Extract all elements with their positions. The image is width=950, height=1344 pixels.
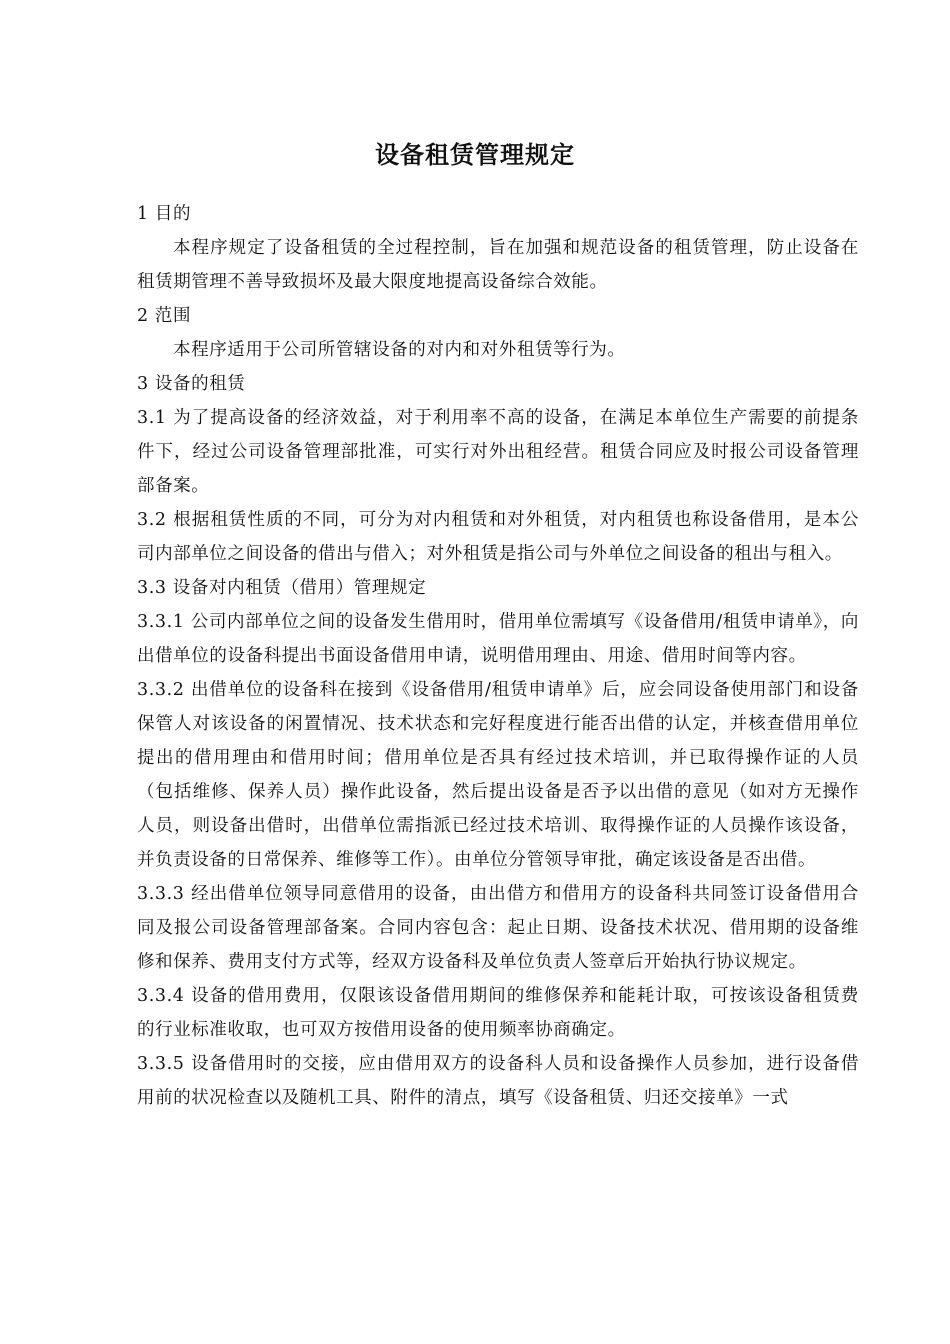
paragraph-3-3-1: 3.3.1 公司内部单位之间的设备发生借用时，借用单位需填写《设备借用/租赁申请单》，向出借单位的设备科提出书面设备借用申请，说明借用理由、用途、借用时间等内容。	[137, 612, 859, 666]
section-heading-purpose: 1 目的	[137, 204, 192, 224]
paragraph-3-3-3: 3.3.3 经出借单位领导同意借用的设备，由出借方和借用方的设备科共同签订设备借用合同及报公司设备管理部备案。合同内容包含：起止日期、设备技术状况、借用期的设备维修和保养、费用支付方式等，经双方设备科及单位负责人签章后开始执行协议规定。	[137, 884, 859, 972]
paragraph-3-2: 3.2 根据租赁性质的不同，可分为对内租赁和对外租赁，对内租赁也称设备借用，是本公司内部单位之间设备的借出与借入；对外租赁是指公司与外单位之间设备的租出与租入。	[137, 510, 859, 564]
document-title: 设备租赁管理规定	[375, 140, 575, 169]
paragraph-purpose: 本程序规定了设备租赁的全过程控制，旨在加强和规范设备的租赁管理，防止设备在租赁期管理不善导致损坏及最大限度地提高设备综合效能。	[137, 238, 859, 292]
section-heading-scope: 2 范围	[137, 306, 192, 326]
document-body	[137, 197, 859, 1115]
section-heading-3-3: 3.3 设备对内租赁（借用）管理规定	[137, 578, 427, 598]
paragraph-3-3-4: 3.3.4 设备的借用费用，仅限该设备借用期间的维修保养和能耗计取，可按该设备租赁费的行业标准收取，也可双方按借用设备的使用频率协商确定。	[137, 986, 859, 1040]
paragraph-3-3-5: 3.3.5 设备借用时的交接，应由借用双方的设备科人员和设备操作人员参加，进行设备借用前的状况检查以及随机工具、附件的清点，填写《设备租赁、归还交接单》一式	[137, 1054, 859, 1108]
paragraph-3-1: 3.1 为了提高设备的经济效益，对于利用率不高的设备，在满足本单位生产需要的前提条件下，经过公司设备管理部批准，可实行对外出租经营。租赁合同应及时报公司设备管理部备案。	[137, 408, 859, 496]
paragraph-scope: 本程序适用于公司所管辖设备的对内和对外租赁等行为。	[173, 340, 626, 360]
section-heading-leasing: 3 设备的租赁	[137, 374, 246, 394]
paragraph-3-3-2: 3.3.2 出借单位的设备科在接到《设备借用/租赁申请单》后，应会同设备使用部门和设备保管人对该设备的闲置情况、技术状态和完好程度进行能否出借的认定，并核查借用单位提出的借用理由和借用时间；借用单位是否具有经过技术培训，并已取得操作证的人员（包括维修、保养人员）操作此设备，然后提出设备是否予以出借的意见（如对方无操作人员，则设备出借时，出借单位需指派已经过技术培训、取得操作证的人员操作该设备，并负责设备的日常保养、维修等工作）。由单位分管领导审批，确定该设备是否出借。	[137, 680, 859, 870]
